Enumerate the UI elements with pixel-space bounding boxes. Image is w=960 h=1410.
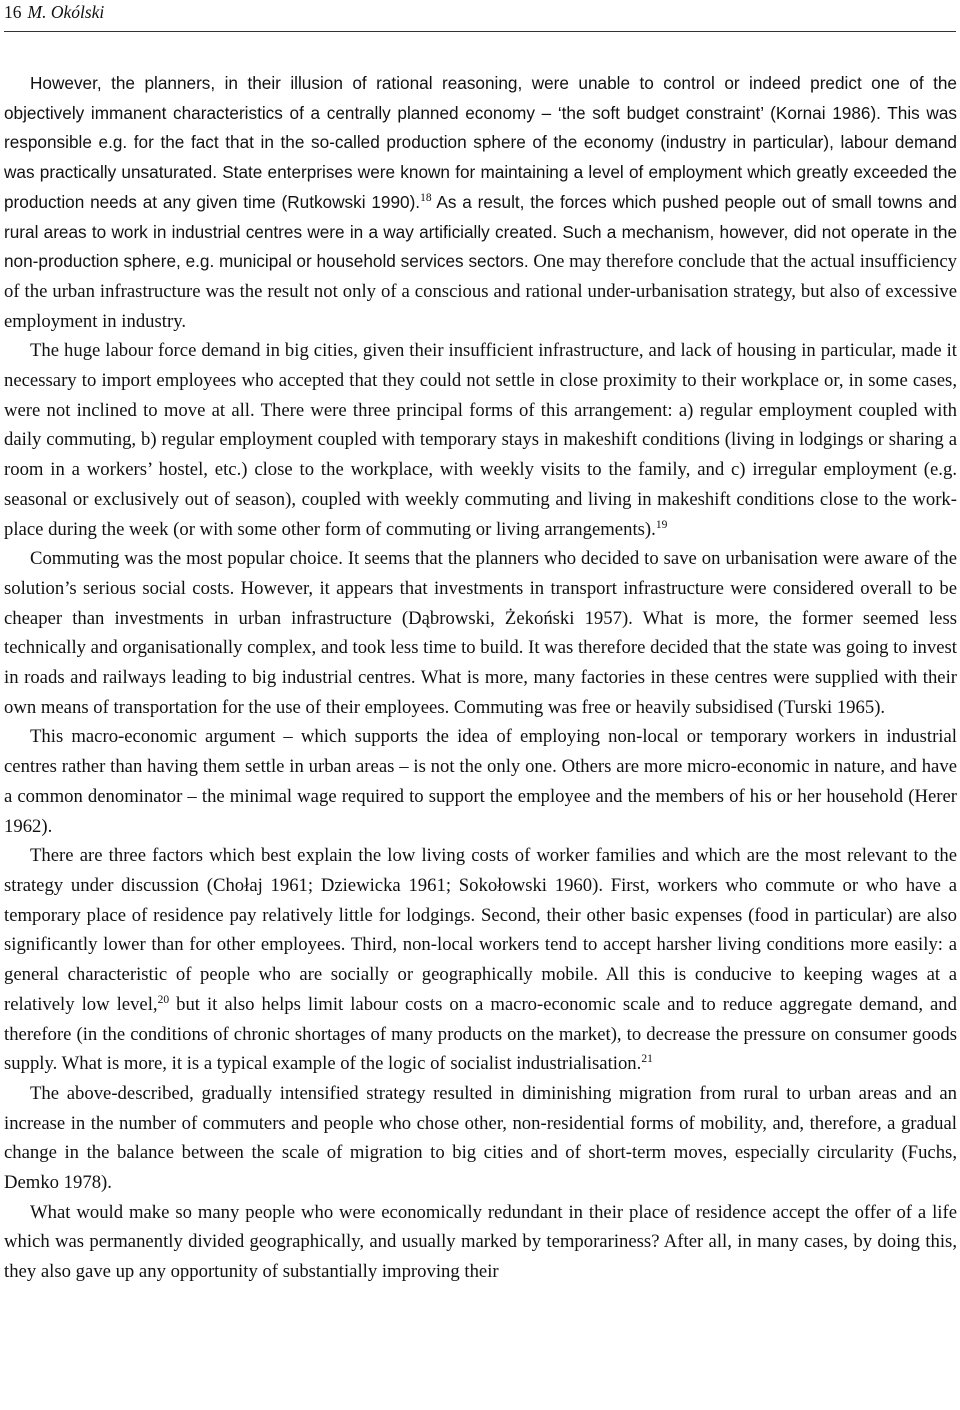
paragraph [4, 841, 957, 1079]
text-run: There are three factors which best explain the low living costs of worker families and which are the most relevant to the strategy under discussion (Chołaj 1961; Dziewicka 1961; Sokołowski 1960). First, workers who commute or who have a temporary place of residence pay relatively little for lodgings. Second, their other basic expenses (food in particular) are also significantly lower than for other employees. Third, non-local workers tend to accept harsher living conditions more easily: a general characteristic of people who are socially or geographically mobile. All this is conducive to keeping wages at a relatively low level, [4, 845, 957, 1015]
footnote-marker: 21 [641, 1053, 653, 1066]
paragraph [4, 69, 957, 336]
footnote-marker: 19 [655, 518, 668, 531]
page-number: 16 [4, 2, 22, 22]
text-run: One may therefore conclude that the actual insufficiency of the urban infrastructure was the result not only of a conscious and rational under-urbanisation strategy, but also of excessive employment in industry. [4, 251, 957, 332]
paragraph [4, 1198, 957, 1287]
body-text [4, 69, 957, 1287]
text-run: What would make so many people who were economically redundant in their place of residence accept the offer of a life which was permanently divided geographically, and usually marked by temporariness? After all, in many cases, by doing this, they also gave up any opportunity of substantially improving their [4, 1201, 957, 1283]
paragraph [4, 1079, 957, 1198]
paragraph [4, 722, 957, 841]
footnote-marker: 20 [157, 993, 170, 1006]
text-run: but it also helps limit labour costs on a macro-economic scale and to reduce aggregate demand, and therefore (in the conditions of chronic shortages of many products on the market), to decrease the pressure on consumer goods supply. What is more, it is a typical example of the logic of socialist industrialisation. [4, 993, 957, 1075]
text-run: This macro-economic argument – which supports the idea of employing non-local or temporary workers in industrial centres rather than having them settle in urban areas – is not the only one. Others are more micro-economic in nature, and have a common denominator – the minimal wage required to support the employee and the members of his or her household (Herer 1962). [4, 726, 957, 837]
running-head [4, 0, 956, 32]
running-head-author: M. Okólski [27, 2, 105, 22]
text-run: However, the planners, in their illusion of rational reasoning, were unable to control or indeed predict one of the objectively immanent characteristics of a centrally planned economy – ‘the soft budget constraint’ (Kornai 1986). This was responsible e.g. for the fact that in the so-called production sphere of the economy (industry in particular), labour demand was practically unsaturated. State enterprises were known for maintaining a level of employment which greatly exceeded the production needs at any given time (Rutkowski 1990). [4, 73, 957, 212]
paragraph [4, 336, 957, 544]
text-run: The huge labour force demand in big cities, given their insufficient infrastructure, and lack of housing in particular, made it necessary to import employees who accepted that they could not settle in close proximity to their workplace or, in some cases, were not inclined to move at all. There were three principal forms of this arrangement: a) regular employment coupled with daily commuting, b) regular employment coupled with temporary stays in makeshift conditions (living in lodgings or sharing a room in a workers’ hostel, etc.) close to the workplace, with weekly visits to the family, and c) irregular employment (e.g. seasonal or exclusively out of season), coupled with weekly commuting and living in makeshift conditions close to the workplace during the week (or with some other form of commuting or living arrangements). [4, 340, 957, 540]
text-run: Commuting was the most popular choice. It seems that the planners who decided to save on urbanisation were aware of the solution’s serious social costs. However, it appears that investments in transport infrastructure were considered overall to be cheaper than investments in urban infrastructure (Dąbrowski, Żekoński 1957). What is more, the former seemed less technically and organisationally complex, and took less time to build. It was therefore decided that the state was going to invest in roads and railways leading to big industrial centres. What is more, many factories in these centres were supplied with their own means of transportation for the use of their employees. Commuting was free or heavily subsidised (Turski 1965). [4, 548, 957, 718]
text-run: The above-described, gradually intensified strategy resulted in diminishing migration from rural to urban areas and an increase in the number of commuters and people who chose other, non-residential forms of mobility, and, therefore, a gradual change in the balance between the scale of migration to big cities and of short-term moves, especially circularity (Fuchs, Demko 1978). [4, 1082, 957, 1194]
paragraph [4, 544, 957, 722]
text-run: As a result, the forces which pushed people out of small towns and rural areas to work in industrial centres were in a way artificially created. Such a mechanism, however, did not operate in the non-production sphere, e.g. municipal or household services sectors. [4, 191, 957, 272]
footnote-marker: 18 [420, 191, 432, 204]
